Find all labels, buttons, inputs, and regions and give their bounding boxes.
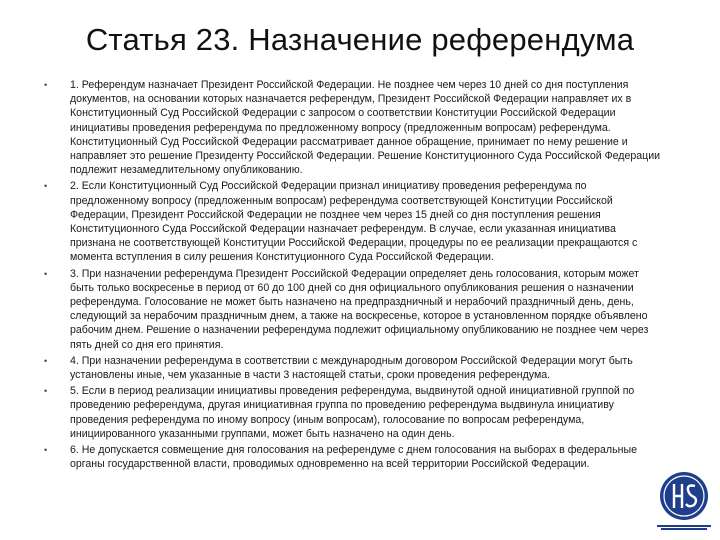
bullet: •: [44, 355, 48, 366]
item-text: 1. Референдум назначает Президент Российской Федерации. Не позднее чем через 10 дней со дня поступления документов, на основании которых назначается референдум, Президент Российской Федерации направляет их в Конституционный Суд Российской Федерации с запросом о соответствии Конституции Российской Федерации инициативы проведения референдума по предложенному вопросу (предложенным вопросам) референдума. Конституционный Суд Российской Федерации рассматривает данное обращение, принимает по нему решение и направляет это решение Президенту Российской Федерации. Решение Конституционного Суда Российской Федерации подлежит незамедлительному опубликованию.: [70, 79, 661, 177]
item-text: 3. При назначении референдума Президент Российской Федерации определяет день голосования, которым может быть только воскресенье в период от 60 до 100 дней со дня официального опубликования решения о назначении референдума. Голосование не может быть назначено на предпраздничный и нерабочий праздничный день, день, следующий за нерабочим праздничным днем, а также на воскресенье, которое в установленном порядке объявлено рабочим днем. Решение о назначении референдума подлежит официальному опубликованию не позднее чем через пять дней со дня его принятия.: [70, 267, 649, 351]
list-item: [44, 267, 664, 352]
list-item: [44, 354, 664, 382]
list-item: [44, 78, 664, 177]
list-item: [44, 443, 664, 471]
article-content: [44, 78, 664, 473]
bullet: •: [44, 386, 48, 397]
bullet: •: [44, 445, 48, 456]
logo-caption: [651, 524, 717, 531]
item-text: 5. Если в период реализации инициативы проведения референдума, выдвинутой одной инициативной группой по проведению референдума, другая инициативная группа по проведению референдума выдвинула инициативу проведения референдума по иному вопросу (иным вопросам), голосование по вопросам референдума, инициированного указанными группами, может быть назначено на один день.: [70, 385, 635, 440]
slide-title: Статья 23. Назначение референдума: [85, 22, 635, 57]
item-text: 2. Если Конституционный Суд Российской Федерации признал инициативу проведения референдума по предложенному вопросу (предложенным вопросам) референдума соответствующей Конституции Российской Федерации, Президент Российской Федерации не позднее чем через 15 дней со дня поступления решения Конституционного Суда Российской Федерации назначает референдум. В случае, если указанная инициатива признана не соответствующей Конституции Российской Федерации, процедуры по ее реализации прекращаются с момента вступления в силу решения Конституционного Суда Российской Федерации.: [70, 180, 638, 264]
bullet: •: [44, 181, 48, 192]
bullet: •: [44, 80, 48, 90]
list-item: [44, 179, 664, 264]
list-item: [44, 384, 664, 441]
bullet: •: [44, 268, 48, 279]
hse-logo-icon: [658, 470, 710, 530]
item-text: 6. Не допускается совмещение дня голосования на референдуме с днем голосования на выборах в федеральные органы государственной власти, проводимых одновременно на всей территории Российской Федерации.: [70, 444, 637, 471]
item-text: 4. При назначении референдума в соответствии с международным договором Российской Федерации могут быть установлены иные, чем указанные в части 3 настоящей статьи, сроки проведения референдума.: [70, 354, 633, 382]
